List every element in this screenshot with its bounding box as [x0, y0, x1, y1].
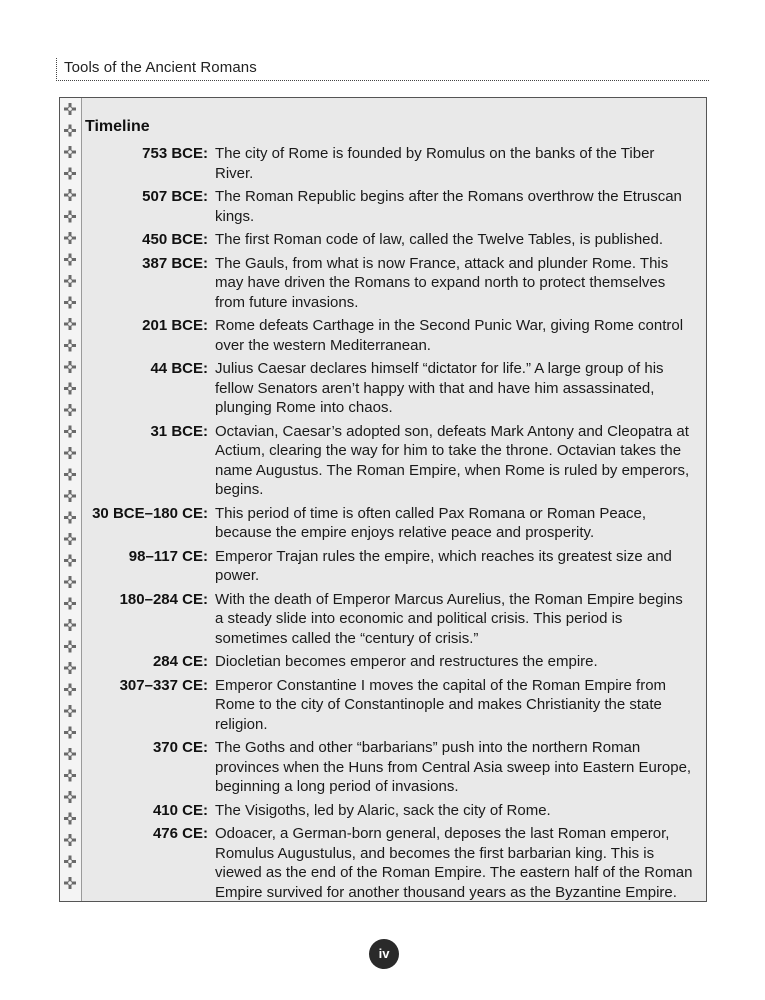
entry-date: 201 BCE: — [142, 317, 208, 334]
cross-ornament-icon — [64, 662, 76, 674]
entry-text: The Gauls, from what is now France, attack and plunder Rome. This may have driven the Romans to expand north to protect themselves from future invasions. — [215, 254, 669, 311]
entry-text: Octavian, Caesar’s adopted son, defeats Mark Antony and Cleopatra at Actium, clearing the way for him to take the throne. Octavian takes the name Augustus. The Roman Empire, when Rome is ruled by emperors, begins. — [215, 422, 690, 498]
running-header — [56, 58, 709, 81]
cross-ornament-icon — [64, 598, 76, 610]
entry-date: 450 BCE: — [142, 231, 208, 248]
cross-ornament-icon — [64, 490, 76, 502]
cross-ornament-icon — [64, 877, 76, 889]
timeline-entry — [80, 676, 700, 735]
timeline-entry — [80, 547, 700, 586]
cross-ornament-icon — [60, 98, 81, 901]
cross-ornament-icon — [64, 770, 76, 782]
cross-ornament-icon — [64, 383, 76, 395]
entry-date: 180–284 CE: — [119, 590, 208, 608]
cross-ornament-icon — [64, 555, 76, 567]
cross-ornament-icon — [64, 727, 76, 739]
cross-ornament-icon — [64, 297, 76, 309]
timeline-list — [80, 144, 700, 906]
entry-date: 98–117 CE: — [128, 547, 208, 565]
page-number: iv — [369, 939, 399, 969]
cross-ornament-icon — [64, 232, 76, 244]
cross-ornament-icon — [64, 576, 76, 588]
cross-ornament-icon — [64, 254, 76, 266]
cross-ornament-icon — [64, 275, 76, 287]
cross-ornament-icon — [64, 361, 76, 373]
cross-ornament-icon — [64, 813, 76, 825]
entry-text: The city of Rome is founded by Romulus on the banks of the Tiber River. — [215, 145, 655, 182]
timeline-entry — [80, 590, 700, 649]
entry-date: 370 CE: — [152, 739, 208, 756]
entry-text: Odoacer, a German-born general, deposes the last Roman emperor, Romulus Augustulus, and becomes the first barbarian king. This is viewed as the end of the Roman Empire. The eastern half of the Roman Empire survived for another thousand years as the Byzantine Empire. — [215, 825, 693, 901]
cross-ornament-icon — [64, 834, 76, 846]
timeline-entry — [80, 422, 700, 500]
entry-text: The Goths and other “barbarians” push into the northern Roman provinces when the Huns from Central Asia sweep into Eastern Europe, beginning a long period of invasions. — [215, 739, 692, 795]
timeline-panel — [59, 97, 707, 902]
cross-ornament-icon — [64, 404, 76, 416]
timeline-entry — [80, 359, 700, 418]
entry-date: 507 BCE: — [142, 188, 208, 205]
timeline-entry — [80, 504, 700, 543]
cross-ornament-icon — [64, 641, 76, 653]
cross-ornament-icon — [64, 791, 76, 803]
timeline-entry — [80, 801, 700, 821]
entry-date: 284 CE: — [152, 653, 208, 670]
entry-text: The first Roman code of law, called the Twelve Tables, is published. — [215, 231, 664, 248]
entry-date: 476 CE: — [152, 825, 208, 842]
entry-text: This period of time is often called Pax Romana or Roman Peace, because the empire enjoys relative peace and prosperity. — [215, 504, 647, 541]
running-header-title: Tools of the Ancient Romans — [64, 59, 257, 76]
cross-ornament-icon — [64, 146, 76, 158]
cross-ornament-icon — [64, 705, 76, 717]
cross-ornament-icon — [64, 318, 76, 330]
timeline-entry — [80, 738, 700, 797]
cross-ornament-icon — [64, 340, 76, 352]
cross-ornament-icon — [64, 512, 76, 524]
entry-text: With the death of Emperor Marcus Aurelius, the Roman Empire begins a steady slide into economic and political crisis. This period is sometimes called the “century of crisis.” — [215, 590, 683, 647]
cross-ornament-icon — [64, 426, 76, 438]
cross-ornament-icon — [64, 684, 76, 696]
ornamental-border — [60, 98, 82, 901]
timeline-entry — [80, 187, 700, 226]
timeline-entry — [80, 230, 700, 250]
cross-ornament-icon — [64, 168, 76, 180]
timeline-heading: Timeline — [85, 118, 150, 135]
cross-ornament-icon — [64, 856, 76, 868]
entry-date: 30 BCE–180 CE: — [92, 504, 208, 522]
cross-ornament-icon — [64, 748, 76, 760]
entry-text: Julius Caesar declares himself “dictator for life.” A large group of his fellow Senators aren’t happy with that and have him assassinated, plunging Rome into chaos. — [215, 360, 664, 416]
entry-text: Rome defeats Carthage in the Second Punic War, giving Rome control over the western Mediterranean. — [215, 317, 684, 354]
entry-date: 410 CE: — [152, 801, 208, 819]
entry-text: The Visigoths, led by Alaric, sack the city of Rome. — [215, 801, 551, 819]
timeline-entry — [80, 254, 700, 313]
timeline-entry — [80, 316, 700, 355]
cross-ornament-icon — [64, 447, 76, 459]
cross-ornament-icon — [64, 469, 76, 481]
entry-text: Diocletian becomes emperor and restructures the empire. — [215, 653, 598, 670]
timeline-entry — [80, 824, 700, 902]
entry-text: The Roman Republic begins after the Romans overthrow the Etruscan kings. — [215, 188, 682, 225]
cross-ornament-icon — [64, 619, 76, 631]
entry-date: 31 BCE: — [150, 422, 208, 440]
cross-ornament-icon — [64, 211, 76, 223]
timeline-entry — [80, 652, 700, 672]
cross-ornament-icon — [64, 103, 76, 115]
entry-date: 753 BCE: — [142, 145, 208, 162]
entry-date: 307–337 CE: — [119, 676, 208, 694]
entry-text: Emperor Constantine I moves the capital of the Roman Empire from Rome to the city of Constantinople and makes Christianity the state religion. — [215, 676, 667, 733]
cross-ornament-icon — [64, 533, 76, 545]
entry-date: 387 BCE: — [142, 254, 208, 272]
entry-text: Emperor Trajan rules the empire, which reaches its greatest size and power. — [215, 547, 672, 584]
entry-date: 44 BCE: — [150, 360, 208, 377]
cross-ornament-icon — [64, 189, 76, 201]
timeline-entry — [80, 144, 700, 183]
cross-ornament-icon — [64, 125, 76, 137]
